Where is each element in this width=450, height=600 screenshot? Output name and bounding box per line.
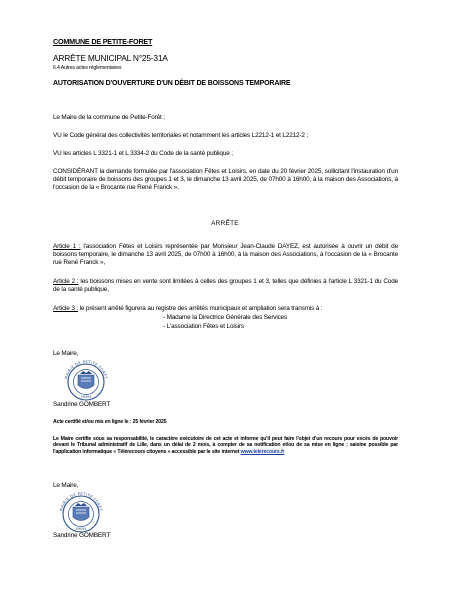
article-3-text: le présent arrêté figurera au registre des arrêtés municipaux et ampliation sera transmis à : (78, 305, 323, 312)
arrete-category: 6.4 Autres actes réglementaires (53, 65, 122, 71)
article-2-label: Article 2 : (53, 278, 79, 285)
mayor-line: Le Maire de la commune de Petite-Forêt ; (53, 114, 165, 121)
telerecours-link[interactable]: www.telerecours.fr (240, 448, 285, 455)
article-1-label: Article 1 : (53, 243, 81, 250)
article-2 (53, 278, 398, 294)
legal-notice-text: Le Maire certifie sous sa responsabilité, le caractère exécutoire de cet acte et informe qu'il peut faire l'objet d'un recours pour excès de pouvoir devant le Tribunal administratif de Lille, dans un délai de 2 mois, à compter de sa notification et/ou de sa mise en ligne ; saisine possible par l'application informatique « Télérecours citoyens » accessible par le site internet (53, 436, 398, 455)
mayor-title-1: Le Maire, (53, 350, 79, 357)
considerant-paragraph: CONSIDÉRANT la demande formulée par l'association Fêtes et Loisirs, en date du 20 février 2025, sollicitant l'instauration d'un débit temporaire de boissons des groupes 1 et 3, le dimanche 13 avril 2025, de 07h00 à 16h00, à la maison des Associations, à l'occasion de la « Brocante rue René Franck », (53, 168, 398, 192)
seal-text-2: MAIRIE DE PETITE-FORÊT (59, 491, 103, 512)
arrete-title: ARRÊTE (211, 220, 239, 227)
article-1-text: l'association Fêtes et Loisirs représentée par Monsieur Jean-Claude DAYEZ, est autorisée à ouvrir un débit de boissons temporaire, le dimanche 13 avril 2025, de 07h00 à 16h00, à la maison des Associations, à l'occasion de la « Brocante rue René Franck », (53, 243, 398, 267)
arrete-number: ARRÊTE MUNICIPAL N°25-31A (53, 53, 168, 63)
seal-code-1: 59494 (80, 395, 92, 399)
mayor-name-1: Sandrine GOMBERT (53, 401, 111, 408)
mayor-title-2: Le Maire, (53, 482, 79, 489)
vu-line-1: VU le Code général des collectivités territoriales et notamment les articles L2212-1 et L2212-2 ; (53, 132, 309, 139)
recipient-1: - Madame la Directrice Générale des Services (163, 314, 288, 321)
vu-line-2: VU les articles L 3321-1 et L 3334-2 du Code de la santé publique ; (53, 150, 233, 157)
seal-icon (55, 490, 107, 534)
article-3-label: Article 3 : (53, 305, 78, 312)
article-3 (53, 305, 398, 313)
article-1 (53, 243, 398, 268)
article-2-text: les boissons mises en vente sont limitées à celles des groupes 1 et 3, telles que définies à l'article L 3321-1 du Code de la santé publique, (53, 278, 398, 294)
legal-notice (53, 436, 398, 455)
commune-heading: COMMUNE DE PETITE-FORET (53, 37, 153, 46)
seal-text-1: MAIRIE DE PETITE-FORÊT (64, 359, 108, 380)
seal-icon (60, 358, 112, 402)
municipal-seal-1 (60, 358, 112, 402)
mayor-name-2: Sandrine GOMBERT (53, 532, 111, 539)
arrete-subject: AUTORISATION D'OUVERTURE D'UN DÉBIT DE BOISSONS TEMPORAIRE (53, 80, 291, 87)
seal-code-2: 59494 (75, 527, 87, 531)
online-notice: Acte certifié et/ou mis en ligne le : 25 février 2025 (53, 419, 167, 425)
municipal-seal-2 (55, 490, 107, 534)
recipient-2: - L'association Fêtes et Loisirs (163, 323, 244, 330)
